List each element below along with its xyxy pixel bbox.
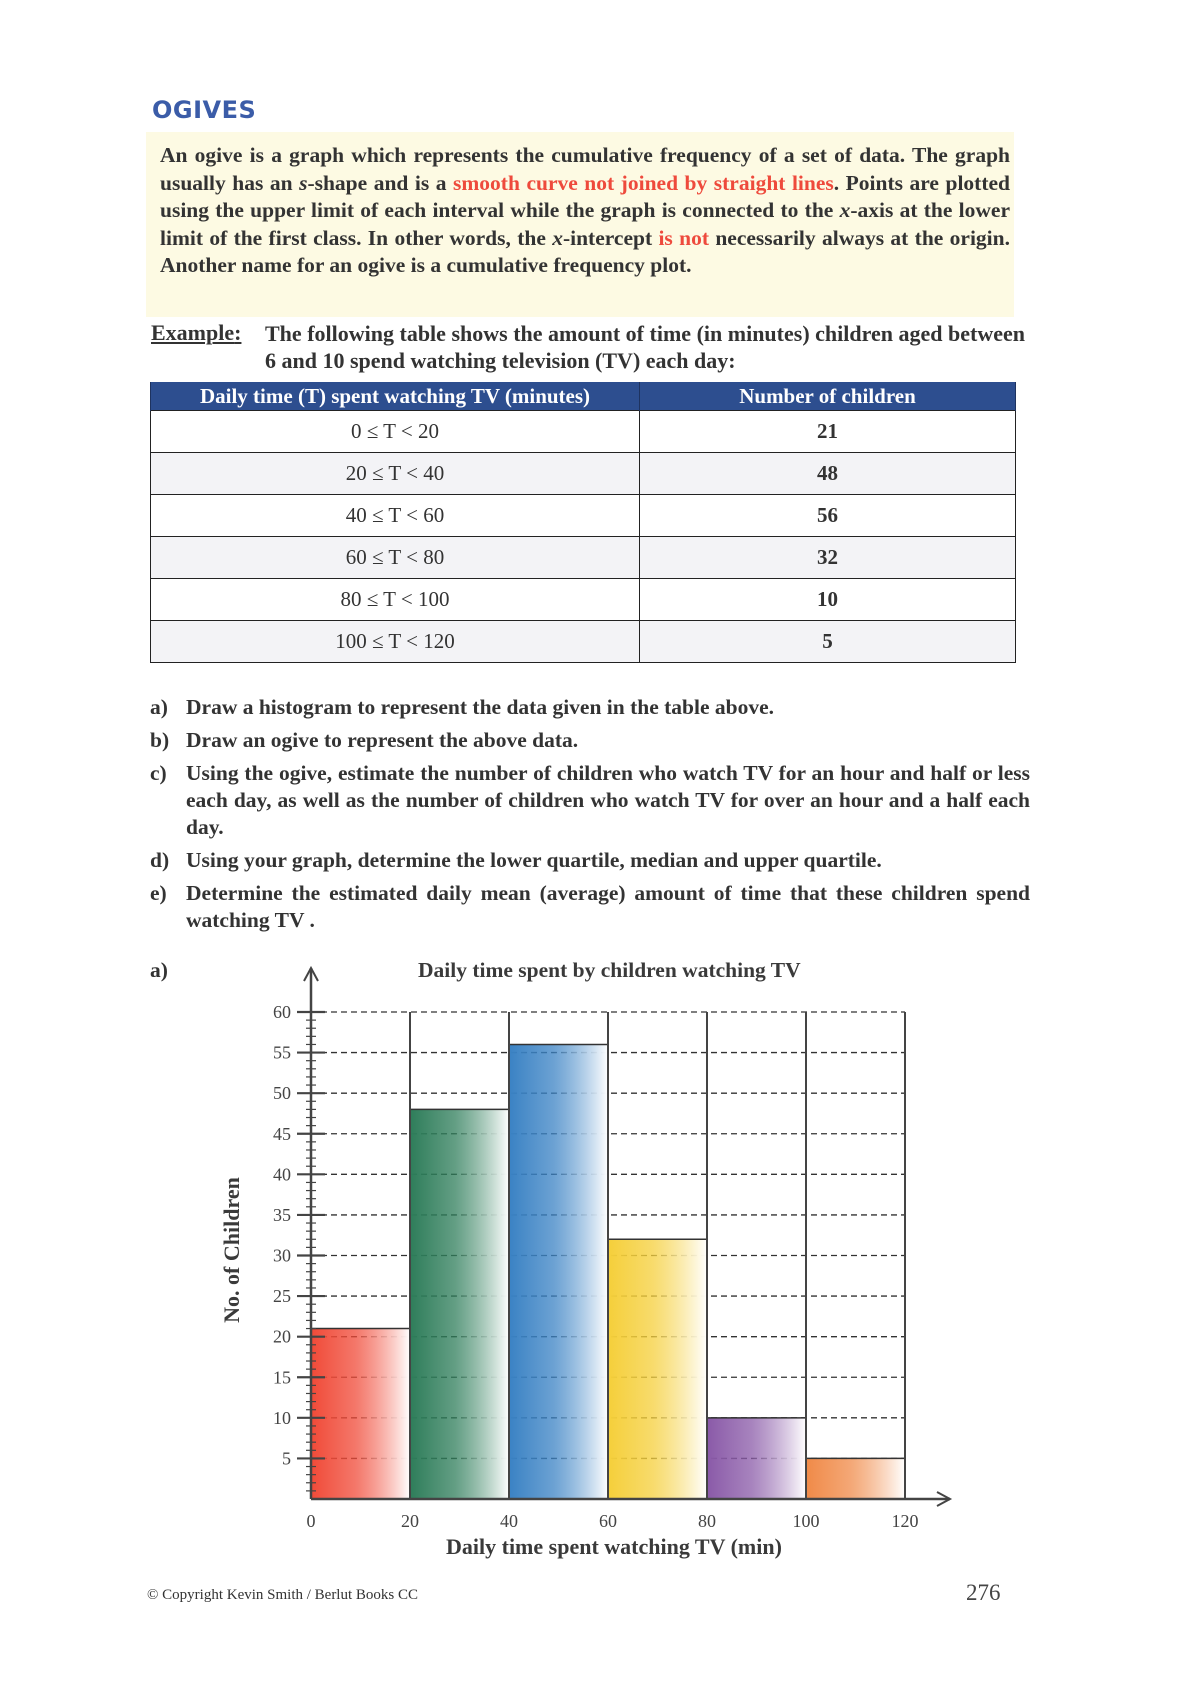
y-tick-label: 10	[273, 1407, 291, 1428]
question-label: b)	[150, 728, 170, 752]
question-label: d)	[150, 848, 170, 872]
y-tick-label: 25	[273, 1286, 291, 1307]
y-axis-label: No. of Children	[219, 1177, 244, 1323]
histogram-bar	[608, 1239, 707, 1499]
y-tick-label: 50	[273, 1083, 291, 1104]
question-text: Draw an ogive to represent the above data.	[186, 728, 579, 752]
count-cell: 21	[640, 411, 1016, 453]
example-label-text: Example	[151, 320, 235, 345]
x-tick-label: 60	[599, 1511, 617, 1531]
chart-title: Daily time spent by children watching TV	[418, 958, 801, 982]
y-tick-label: 20	[273, 1326, 291, 1347]
histogram-bar	[410, 1109, 509, 1499]
question-label: e)	[150, 881, 167, 905]
count-cell: 48	[640, 453, 1016, 495]
answer-label: a)	[150, 958, 168, 982]
copyright: © Copyright Kevin Smith / Berlut Books CC	[147, 1587, 418, 1603]
example-colon: :	[234, 320, 242, 345]
histogram-bar	[311, 1329, 410, 1499]
definition-segment: . Points are plotted using the upper limit of each interval while the graph is connected to the	[160, 170, 1010, 223]
count-cell: 5	[640, 621, 1016, 663]
question-text: Determine the estimated daily mean (average) amount of time that these children spend watching TV .	[186, 881, 1030, 932]
histogram-bar	[509, 1044, 608, 1499]
x-axis-label: Daily time spent watching TV (min)	[446, 1534, 782, 1559]
question-text: Using your graph, determine the lower quartile, median and upper quartile.	[186, 848, 882, 872]
y-tick-label: 40	[273, 1164, 291, 1185]
y-tick-label: 5	[282, 1448, 291, 1469]
x-tick-label: 120	[891, 1511, 919, 1531]
definition-segment: x	[839, 198, 851, 223]
y-tick-label: 60	[273, 1002, 291, 1022]
x-tick-label: 100	[792, 1511, 820, 1531]
highlighted-text: is not	[658, 225, 709, 250]
question-label: c)	[150, 761, 167, 785]
y-tick-label: 55	[273, 1042, 291, 1063]
y-tick-label: 30	[273, 1245, 291, 1266]
x-tick-label: 40	[500, 1511, 518, 1531]
highlighted-text: smooth curve not joined by straight lines	[453, 170, 834, 195]
x-tick-label: 0	[306, 1511, 316, 1531]
histogram-bar	[806, 1458, 905, 1499]
count-cell: 32	[640, 537, 1016, 579]
interval-cell: 60 ≤ T < 80	[151, 537, 640, 579]
page-number: 276	[966, 1580, 1001, 1605]
question-text: Using the ogive, estimate the number of children who watch TV for an hour and half or less each day, as well as the number of children who watch TV for over an hour and a half each day.	[186, 761, 1030, 839]
histogram-bar	[707, 1418, 806, 1499]
definition-segment: s	[299, 170, 308, 195]
x-tick-label: 20	[401, 1511, 419, 1531]
page-title: OGIVES	[152, 96, 257, 124]
definition-segment: -shape and is a	[307, 170, 454, 195]
example-text: The following table shows the amount of time (in minutes) children aged between 6 and 10 spend watching television (TV) each day:	[265, 321, 1025, 373]
definition-segment: An ogive is a graph which represents the cumulative frequency of a set of data. The graph usually has an	[160, 143, 1010, 195]
definition-segment: -intercept	[562, 225, 659, 250]
y-tick-label: 45	[273, 1123, 291, 1144]
definition-segment: -axis at the lower limit of the first class. In other words, the	[160, 198, 1010, 250]
count-cell: 56	[640, 495, 1016, 537]
question-label: a)	[150, 695, 168, 719]
header-count: Number of children	[640, 382, 1016, 411]
interval-cell: 100 ≤ T < 120	[151, 621, 640, 663]
y-tick-label: 15	[273, 1367, 291, 1388]
interval-cell: 0 ≤ T < 20	[151, 411, 640, 453]
y-tick-label: 35	[273, 1204, 291, 1225]
header-time: Daily time (T) spent watching TV (minutes)	[151, 382, 640, 411]
x-tick-label: 80	[698, 1511, 716, 1531]
definition-segment: x	[552, 225, 563, 250]
question-text: Draw a histogram to represent the data given in the table above.	[186, 695, 775, 719]
definition-segment: necessarily always at the origin. Another name for an ogive is a cumulative frequency plot.	[160, 225, 1010, 278]
interval-cell: 80 ≤ T < 100	[151, 579, 640, 621]
interval-cell: 40 ≤ T < 60	[151, 495, 640, 537]
count-cell: 10	[640, 579, 1016, 621]
interval-cell: 20 ≤ T < 40	[151, 453, 640, 495]
